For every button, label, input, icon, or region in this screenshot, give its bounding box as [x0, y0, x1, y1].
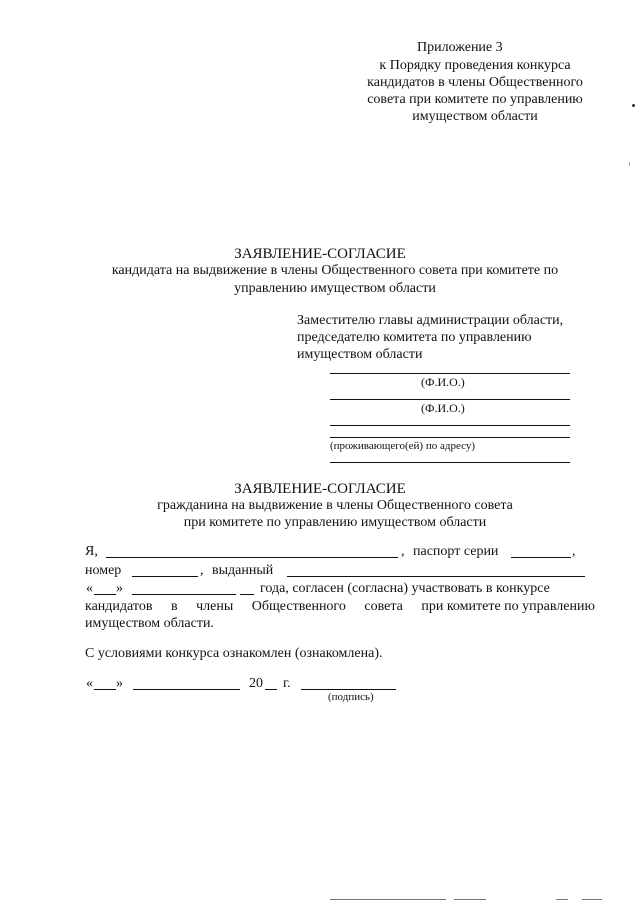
document-title-2: ЗАЯВЛЕНИЕ-СОГЛАСИЕ: [234, 481, 406, 497]
address-line-3[interactable]: [330, 462, 570, 463]
signature-field[interactable]: [301, 689, 396, 690]
fio-caption-2: (Ф.И.О.): [421, 401, 465, 415]
form-comma: ,: [401, 544, 405, 559]
year-short-label: г.: [283, 676, 291, 691]
candidates-word: кандидатов: [85, 599, 153, 614]
quote-open: «: [86, 676, 93, 691]
quote-close: »: [116, 676, 123, 691]
scan-artifact-line: [556, 899, 568, 900]
passport-series-field[interactable]: [511, 557, 571, 558]
candidates-line-2: имуществом области.: [85, 616, 214, 631]
address-line-1[interactable]: [330, 425, 570, 426]
appendix-line: имуществом области: [412, 109, 538, 124]
century-label: 20: [249, 676, 263, 691]
appendix-line: кандидатов в члены Общественного: [367, 75, 583, 90]
issued-by-label: выданный: [212, 563, 274, 578]
address-caption: (проживающего(ей) по адресу): [330, 440, 476, 452]
form-comma: ,: [200, 563, 204, 578]
candidates-word: в: [170, 599, 178, 614]
form-ya-label: Я,: [85, 544, 98, 559]
document-subtitle-2: гражданина на выдвижение в члены Общественного совета: [157, 498, 513, 513]
scan-speck: [629, 162, 630, 166]
document-subtitle-1: кандидата на выдвижение в члены Общественного совета при комитете по: [111, 263, 559, 278]
consent-text: года, согласен (согласна) участвовать в конкурсе: [260, 581, 550, 596]
passport-series-label: паспорт серии: [413, 544, 499, 559]
scan-speck: [632, 104, 635, 107]
full-name-field[interactable]: [106, 557, 398, 558]
appendix-line: совета при комитете по управлению: [367, 92, 583, 107]
document-subtitle-1: управлению имуществом области: [234, 281, 436, 296]
fio-caption-1: (Ф.И.О.): [421, 375, 465, 389]
addressee-line: Заместителю главы администрации области,: [297, 313, 564, 328]
fio-line-1[interactable]: [330, 373, 570, 374]
candidates-line: [85, 599, 595, 615]
issue-month-field[interactable]: [132, 594, 236, 595]
issue-day-field[interactable]: [94, 594, 116, 595]
candidates-word: члены: [196, 599, 234, 614]
document-subtitle-2: при комитете по управлению имуществом области: [183, 515, 487, 530]
scan-artifact-line: [582, 899, 602, 900]
sign-month-field[interactable]: [133, 689, 240, 690]
fio-line-2[interactable]: [330, 399, 570, 400]
sign-day-field[interactable]: [94, 689, 116, 690]
quote-close: »: [116, 581, 123, 596]
scan-artifact-line: [454, 899, 486, 900]
quote-open: «: [86, 581, 93, 596]
appendix-title: Приложение 3: [417, 40, 503, 55]
candidates-word: при комитете по управлению: [421, 599, 595, 614]
addressee-line: председателю комитета по управлению: [297, 330, 532, 345]
sign-year-field[interactable]: [265, 689, 277, 690]
form-comma: ,: [572, 544, 576, 559]
signature-caption: (подпись): [328, 691, 374, 703]
issue-year-field[interactable]: [240, 594, 254, 595]
passport-number-label: номер: [85, 563, 122, 578]
issued-by-field[interactable]: [287, 576, 585, 577]
address-line-2[interactable]: [330, 437, 570, 438]
passport-number-field[interactable]: [132, 576, 198, 577]
document-title-1: ЗАЯВЛЕНИЕ-СОГЛАСИЕ: [234, 246, 406, 262]
candidates-word: Общественного: [251, 599, 346, 614]
appendix-line: к Порядку проведения конкурса: [379, 58, 571, 73]
scan-artifact-line: [330, 899, 446, 900]
conditions-text: С условиями конкурса ознакомлен (ознакомлена).: [85, 646, 383, 661]
addressee-line: имуществом области: [297, 347, 423, 362]
candidates-word: совета: [364, 599, 403, 614]
